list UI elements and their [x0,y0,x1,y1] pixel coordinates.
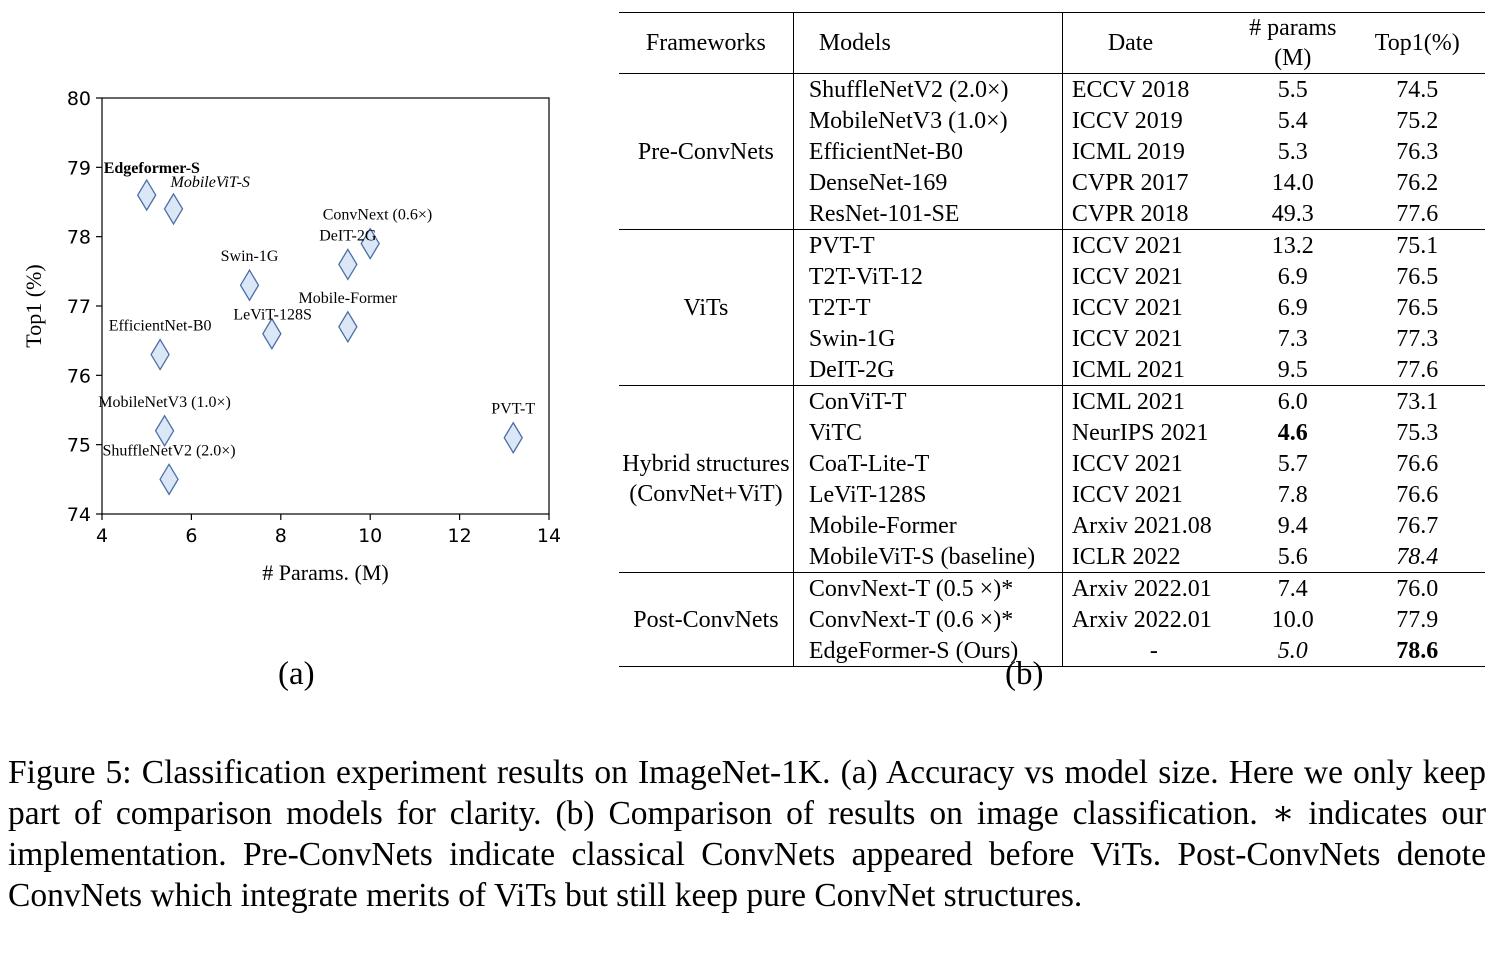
params-cell: 6.9 [1277,294,1308,321]
data-point-label: Mobile-Former [298,289,398,307]
date-cell: ICML 2019 [1071,138,1185,165]
table-group [619,573,1485,667]
params-cell: 7.8 [1277,481,1308,508]
model-cell: DeIT-2G [793,354,1062,386]
model-cell: Mobile-Former [793,510,1062,541]
data-point-marker [138,180,156,210]
data-point-marker [160,464,178,494]
top1-cell: 76.7 [1396,512,1439,539]
model-cell: T2T-ViT-12 [793,261,1062,292]
model-cell: ConvNext-T (0.6 ×)* [793,604,1062,635]
figure-caption: Figure 5: Classification experiment results on ImageNet-1K. (a) Accuracy vs model size. Here we only keep part of comparison models for clarity. (b) Comparison of results on image classification. ∗ indicates our implementation. Pre-ConvNets indicate classical ConvNets appeared before ViTs. Post-ConvNets denote ConvNets which integrate merits of ViTs but still keep pure ConvNet structures. [8,754,1486,914]
header-models: Models [793,13,1062,74]
date-cell: ICCV 2021 [1071,232,1183,259]
date-cell: ICML 2021 [1071,356,1185,383]
top1-cell: 76.6 [1396,481,1439,508]
x-tick-label: 10 [358,525,383,547]
data-point-marker [165,194,183,224]
model-cell: ResNet-101-SE [793,198,1062,230]
accuracy-vs-params-chart [0,0,600,650]
header-frameworks: Frameworks [619,13,793,74]
framework-label: Post-ConvNets [633,606,779,633]
params-cell: 9.5 [1277,356,1308,383]
panel-a-label: (a) [278,656,315,692]
data-point-marker [339,249,357,279]
date-cell: Arxiv 2022.01 [1071,606,1212,633]
top1-cell: 75.2 [1396,107,1439,134]
date-cell: ICCV 2021 [1071,294,1183,321]
params-cell: 49.3 [1271,200,1314,227]
date-cell: - [1149,637,1158,664]
y-tick-label: 77 [66,296,91,318]
data-point-label: LeViT-128S [233,306,312,324]
data-point-label: ConvNext (0.6×) [322,206,433,224]
top1-cell: 76.3 [1396,138,1439,165]
params-cell: 6.9 [1277,263,1308,290]
y-tick-label: 76 [66,365,91,388]
date-cell: Arxiv 2021.08 [1071,512,1212,539]
y-tick-label: 79 [66,157,91,180]
model-cell: MobileViT-S (baseline) [793,541,1062,573]
data-point-label: ShuffleNetV2 (2.0×) [102,442,236,460]
model-cell: ConvNext-T (0.5 ×)* [793,573,1062,605]
model-cell: DenseNet-169 [793,167,1062,198]
data-point-marker [156,416,174,446]
model-cell: ShuffleNetV2 (2.0×) [793,74,1062,106]
params-cell: 5.7 [1277,450,1308,477]
top1-cell: 77.9 [1396,606,1439,633]
data-point-label: MobileNetV3 (1.0×) [98,393,231,411]
date-cell: ECCV 2018 [1071,76,1190,103]
data-point-label: DeIT-2G [319,227,377,245]
params-cell: 5.0 [1277,637,1308,664]
x-axis-label: # Params. (M) [262,560,389,585]
table-row [619,386,1485,418]
params-cell: 5.5 [1277,76,1308,103]
data-point-marker [339,312,357,342]
params-cell: 6.0 [1277,388,1308,415]
data-point-marker [151,340,169,370]
data-point-label: MobileViT-S [170,173,250,191]
model-cell: LeViT-128S [793,479,1062,510]
framework-cell [619,386,793,573]
framework-cell [619,230,793,386]
table-group [619,230,1485,386]
date-cell: Arxiv 2022.01 [1071,575,1212,602]
data-point-label: Edgeformer-S [103,160,200,178]
date-cell: ICCV 2021 [1071,325,1183,352]
params-cell: 9.4 [1277,512,1308,539]
x-tick-label: 8 [274,525,287,547]
model-cell: EfficientNet-B0 [793,136,1062,167]
model-cell: MobileNetV3 (1.0×) [793,105,1062,136]
top1-cell: 77.6 [1396,200,1439,227]
x-tick-label: 6 [185,525,198,547]
params-cell: 5.3 [1277,138,1308,165]
results-table [619,12,1485,667]
top1-cell: 76.0 [1396,575,1439,602]
data-point-marker [504,423,522,453]
date-cell: ICCV 2021 [1071,450,1183,477]
date-cell: ICML 2021 [1071,388,1185,415]
framework-cell [619,74,793,230]
date-cell: CVPR 2017 [1071,169,1189,196]
date-cell: ICCV 2019 [1071,107,1183,134]
framework-label: (ConvNet+ViT) [629,481,783,507]
date-cell: ICCV 2021 [1071,263,1183,290]
y-axis-label: Top1 (%) [21,264,46,348]
model-cell: Swin-1G [793,323,1062,354]
params-cell: 7.3 [1277,325,1308,352]
date-cell: ICLR 2022 [1071,543,1181,570]
framework-cell [619,573,793,667]
params-cell: 4.6 [1277,419,1308,446]
table-row [619,74,1485,106]
table-group [619,74,1485,230]
model-cell: T2T-T [793,292,1062,323]
x-tick-label: 12 [447,525,472,547]
top1-cell: 75.1 [1396,232,1439,259]
table-row [619,230,1485,262]
panel-b-label: (b) [1005,656,1044,692]
top1-cell: 77.6 [1396,356,1439,383]
top1-cell: 74.5 [1396,76,1439,103]
scatter-plot-svg [0,0,600,650]
params-cell: 7.4 [1277,575,1308,602]
params-cell: 5.4 [1277,107,1308,134]
table-header-row [619,13,1485,74]
params-cell: 5.6 [1277,543,1308,570]
y-tick-label: 78 [66,226,91,249]
table-group [619,386,1485,573]
x-tick-label: 14 [536,525,562,547]
date-cell: ICCV 2021 [1071,481,1183,508]
data-point-label: PVT-T [491,400,536,418]
date-cell: NeurIPS 2021 [1071,419,1209,446]
model-cell: ViTC [793,417,1062,448]
model-cell: EdgeFormer-S (Ours) [793,635,1062,667]
top1-cell: 75.3 [1396,419,1439,446]
data-point-marker [241,270,259,300]
table-row [619,573,1485,605]
header-top1: Top1(%) [1374,30,1460,56]
framework-label: ViTs [683,294,729,321]
y-tick-label: 74 [66,504,91,526]
params-cell: 13.2 [1271,232,1314,259]
top1-cell: 77.3 [1396,325,1439,352]
top1-cell: 76.5 [1396,294,1439,321]
header-date: Date [1107,30,1154,56]
top1-cell: 76.5 [1396,263,1439,290]
top1-cell: 76.6 [1396,450,1439,477]
model-cell: ConViT-T [793,386,1062,418]
data-point-label: EfficientNet-B0 [108,317,212,335]
top1-cell: 76.2 [1396,169,1439,196]
date-cell: CVPR 2018 [1071,200,1189,227]
header-params: # params (M) [1249,15,1337,71]
params-cell: 10.0 [1271,606,1314,633]
y-tick-label: 80 [66,88,91,110]
x-tick-label: 4 [95,525,109,547]
data-point-label: Swin-1G [220,248,279,266]
params-cell: 14.0 [1271,169,1314,196]
model-cell: CoaT-Lite-T [793,448,1062,479]
top1-cell: 78.6 [1396,637,1439,664]
framework-label: Pre-ConvNets [637,138,774,165]
top1-cell: 78.4 [1396,543,1439,570]
model-cell: PVT-T [793,230,1062,262]
top1-cell: 73.1 [1396,388,1439,415]
y-tick-label: 75 [66,434,91,457]
framework-label: Hybrid structures [622,451,790,477]
